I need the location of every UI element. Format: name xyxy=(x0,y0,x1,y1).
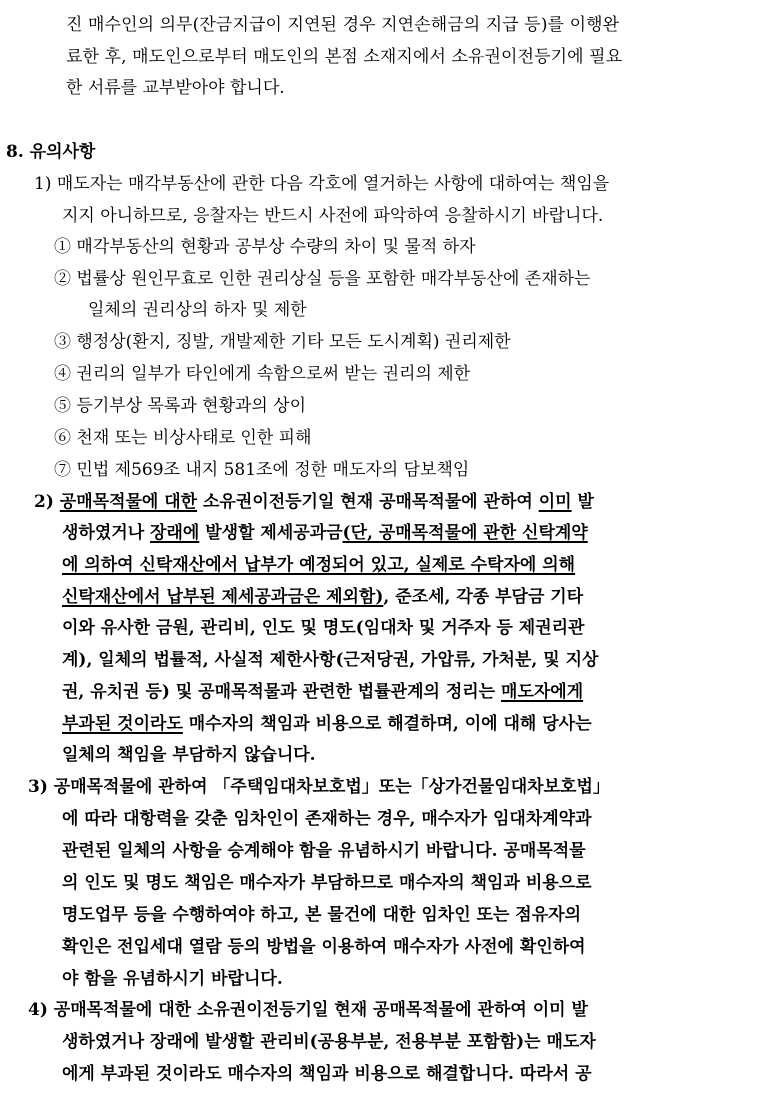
intro-line: 한 서류를 교부받아야 합니다. xyxy=(66,78,285,98)
item2-line xyxy=(62,713,592,735)
item2-underlined-text: 매도자에게 xyxy=(501,682,584,702)
item3-line: 확인은 전입세대 열람 등의 방법을 이용하여 매수자가 사전에 확인하여 xyxy=(62,937,586,957)
item2-line: 계), 일체의 법률적, 사실적 제한사항(근저당권, 가압류, 가처분, 및 지상 xyxy=(62,650,599,670)
item2-line xyxy=(62,586,583,608)
item2-underlined-text: (단, 공매목적물에 관한 신탁계약 xyxy=(342,523,588,543)
item1-subitem: 일체의 권리상의 하자 및 제한 xyxy=(88,300,307,320)
item2-text: 매수자의 책임과 비용으로 해결하며, 이에 대해 당사는 xyxy=(182,714,592,734)
item1-subitem: ⑦ 민법 제569조 내지 581조에 정한 매도자의 담보책임 xyxy=(54,460,470,480)
item2-text: 소유권이전등기일 현재 공매목적물에 관하여 xyxy=(197,492,539,512)
item2-line: 이와 유사한 금원, 관리비, 인도 및 명도(임대차 및 거주자 등 제권리관 xyxy=(62,618,585,638)
item4-line: 에게 부과된 것이라도 매수자의 책임과 비용으로 해결합니다. 따라서 공 xyxy=(62,1064,592,1084)
item2-text: , 준조세, 각종 부담금 기타 xyxy=(383,587,584,607)
item2-line xyxy=(62,522,588,544)
item3-line: 관련된 일체의 사항을 승계해야 함을 유념하시기 바랍니다. 공매목적물 xyxy=(62,841,586,861)
item3-line: 명도업무 등을 수행하여야 하고, 본 물건에 대한 임차인 또는 점유자의 xyxy=(62,905,581,925)
item1-subitem: ④ 권리의 일부가 타인에게 속함으로써 받는 권리의 제한 xyxy=(54,364,471,384)
item2-text: 권, 유치권 등) 및 공매목적물과 관련한 법률관계의 정리는 xyxy=(62,682,502,702)
item2-number: 2) xyxy=(34,492,60,512)
item1-subitem: ⑥ 천재 또는 비상사태로 인한 피해 xyxy=(54,428,312,448)
item2-line: 에 의하여 신탁재산에서 납부가 예정되어 있고, 실제로 수탁자에 의해 xyxy=(62,555,576,575)
section-heading: 8. 유의사항 xyxy=(6,142,96,162)
item1-subitem: ③ 행정상(환지, 징발, 개발제한 기타 모든 도시계획) 권리제한 xyxy=(54,332,511,352)
intro-line: 진 매수인의 의무(잔금지급이 지연된 경우 지연손해금의 지급 등)를 이행완 xyxy=(66,15,620,35)
item1-line: 지지 아니하므로, 응찰자는 반드시 사전에 파악하여 응찰하시기 바랍니다. xyxy=(62,206,604,226)
item2-line: 일체의 책임을 부담하지 않습니다. xyxy=(62,745,316,765)
item2-underlined-text: 공매목적물에 대한 xyxy=(59,492,198,512)
item2-underlined-text: 이미 xyxy=(538,492,572,512)
item3-line: 에 따라 대항력을 갖춘 임차인이 존재하는 경우, 매수자가 임대차계약과 xyxy=(62,809,592,829)
item1-subitem: ⑤ 등기부상 목록과 현황과의 상이 xyxy=(54,396,307,416)
item2-underlined-text: 장래에 xyxy=(150,523,200,543)
item3-line: 야 함을 유념하시기 바랍니다. xyxy=(62,969,283,989)
item1-subitem: ② 법률상 원인무효로 인한 권리상실 등을 포함한 매각부동산에 존재하는 xyxy=(54,269,591,289)
item4-line: 4) 공매목적물에 대한 소유권이전등기일 현재 공매목적물에 관하여 이미 발 xyxy=(28,1000,588,1020)
item4-line: 생하였거나 장래에 발생할 관리비(공용부분, 전용부분 포함함)는 매도자 xyxy=(62,1032,596,1052)
item1-subitem: ① 매각부동산의 현황과 공부상 수량의 차이 및 물적 하자 xyxy=(54,237,476,257)
item1-line: 1) 매도자는 매각부동산에 관한 다음 각호에 열거하는 사항에 대하여는 책임을 xyxy=(34,174,610,194)
item2-underlined-text: 부과된 것이라도 xyxy=(62,714,183,734)
item2-text: 생하였거나 xyxy=(62,523,151,543)
intro-line: 료한 후, 매도인으로부터 매도인의 본점 소재지에서 소유권이전등기에 필요 xyxy=(66,47,623,67)
item3-line: 의 인도 및 명도 책임은 매수자가 부담하므로 매수자의 책임과 비용으로 xyxy=(62,873,592,893)
item2-line xyxy=(62,681,583,703)
item2-underlined-text: 신탁재산에서 납부된 제세공과금은 제외함) xyxy=(62,587,384,607)
item2-text: 발 xyxy=(571,492,594,512)
item2-line xyxy=(34,491,594,513)
item3-line: 3) 공매목적물에 관하여 「주택임대차보호법」또는「상가건물임대차보호법」 xyxy=(28,777,610,797)
item2-text: 발생할 제세공과금 xyxy=(199,523,343,543)
